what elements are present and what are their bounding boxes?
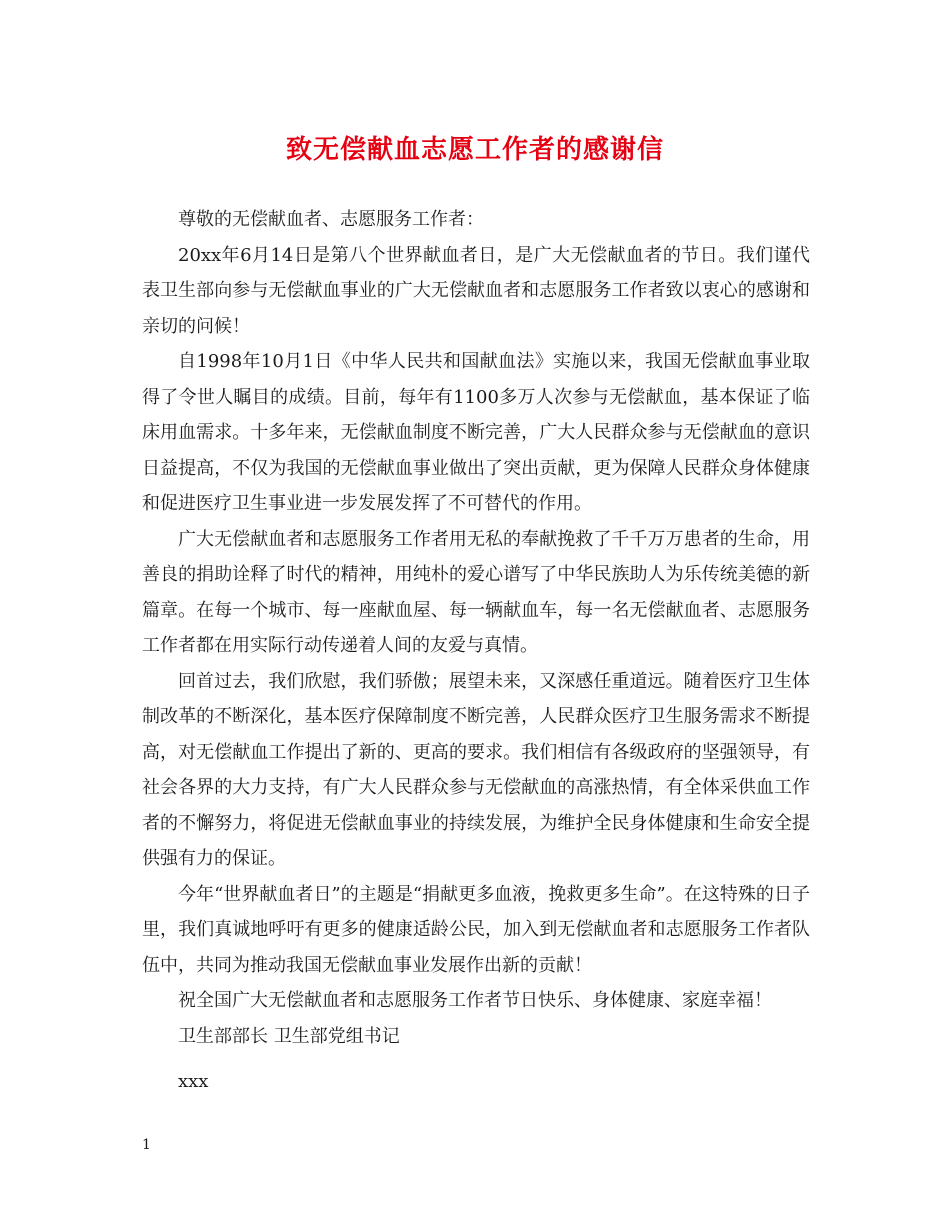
signature-title: 卫生部部长 卫生部党组书记: [178, 1025, 400, 1047]
document-title: 致无偿献血志愿工作者的感谢信: [285, 135, 664, 165]
closing-wish: 祝全国广大无偿献血者和志愿服务工作者节日快乐、身体健康、家庭幸福！: [178, 990, 772, 1011]
paragraph-1: 20xx年6月14日是第八个世界献血者日，是广大无偿献血者的节日。我们谨代表卫生部向参与无偿献血事业的广大无偿献血者和志愿服务工作者致以衷心的感谢和亲切的问候！: [142, 244, 810, 337]
letter-body: [142, 202, 810, 1100]
salutation: 尊敬的无偿献血者、志愿服务工作者：: [178, 209, 484, 230]
paragraph-2: 自1998年10月1日《中华人民共和国献血法》实施以来，我国无偿献血事业取得了令世人瞩目的成绩。目前，每年有1100多万人次参与无偿献血，基本保证了临床用血需求。十多年来，无偿献血制度不断完善，广大人民群众参与无偿献血的意识日益提高，不仅为我国的无偿献血事业做出了突出贡献，更为保障人民群众身体健康和促进医疗卫生事业进一步发展发挥了不可替代的作用。: [142, 351, 810, 514]
paragraph-5: 今年“世界献血者日”的主题是“捐献更多血液，挽救更多生命”。在这特殊的日子里，我们真诚地呼吁有更多的健康适龄公民，加入到无偿献血者和志愿服务工作者队伍中，共同为推动我国无偿献血事业发展作出新的贡献！: [142, 883, 810, 976]
signature-gap: [142, 1054, 810, 1064]
signature-name: xxx: [178, 1071, 209, 1092]
paragraph-4: 回首过去，我们欣慰，我们骄傲；展望未来，又深感任重道远。随着医疗卫生体制改革的不断深化，基本医疗保障制度不断完善，人民群众医疗卫生服务需求不断提高，对无偿献血工作提出了新的、更高的要求。我们相信有各级政府的坚强领导，有社会各界的大力支持，有广大人民群众参与无偿献血的高涨热情，有全体采供血工作者的不懈努力，将促进无偿献血事业的持续发展，为维护全民身体健康和生命安全提供强有力的保证。: [142, 670, 810, 869]
paragraph-3: 广大无偿献血者和志愿服务工作者用无私的奉献挽救了千千万万患者的生命，用善良的捐助诠释了时代的精神，用纯朴的爱心谱写了中华民族助人为乐传统美德的新篇章。在每一个城市、每一座献血屋、每一辆献血车，每一名无偿献血者、志愿服务工作者都在用实际行动传递着人间的友爱与真情。: [142, 528, 810, 656]
page-number: 1: [142, 1137, 151, 1153]
